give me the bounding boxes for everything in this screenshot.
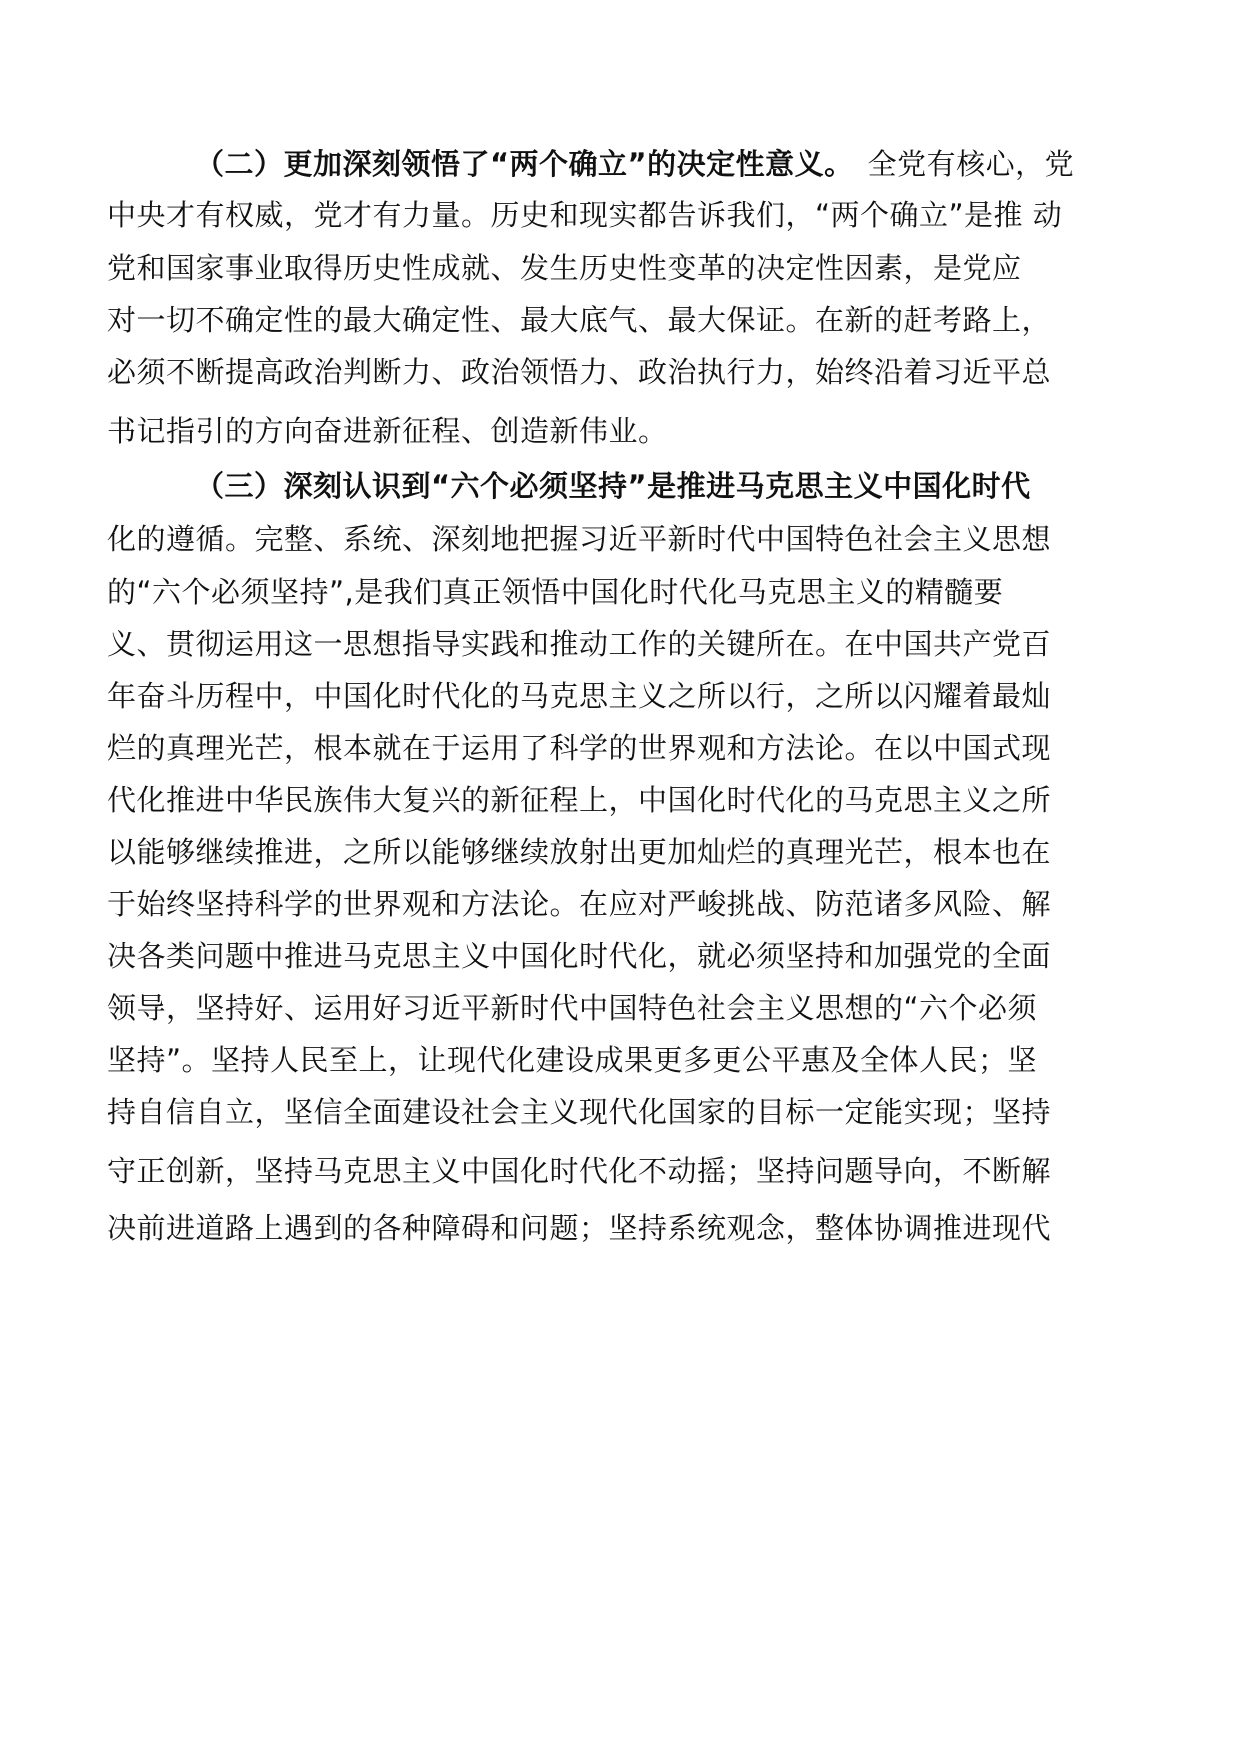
section-2-line-3: 党和国家事业取得历史性成就、发生历史性变革的决定性因素，是党应: [107, 251, 1022, 285]
section-3-line-11: 坚持”。坚持人民至上，让现代化建设成果更多更公平惠及全体人民；坚: [107, 1043, 1038, 1077]
section-3-line-9: 决各类问题中推进马克思主义中国化时代化，就必须坚持和加强党的全面: [107, 939, 1052, 973]
section-3-line-10: 领导，坚持好、运用好习近平新时代中国特色社会主义思想的“六个必须: [107, 991, 1038, 1025]
section-2-line-6: 书记指引的方向奋进新征程、创造新伟业。: [107, 414, 668, 448]
section-3-line-8: 于始终坚持科学的世界观和方法论。在应对严峻挑战、防范诸多风险、解: [107, 887, 1052, 921]
section-3-line-3: 义、贯彻运用这一思想指导实践和推动工作的关键所在。在中国共产党百: [107, 627, 1052, 661]
section-3-line-14: 决前进道路上遇到的各种障碍和问题；坚持系统观念，整体协调推进现代: [107, 1211, 1052, 1245]
section-3-line-13: 守正创新，坚持马克思主义中国化时代化不动摇；坚持问题导向，不断解: [107, 1154, 1052, 1188]
section-3-line-12: 持自信自立，坚信全面建设社会主义现代化国家的目标一定能实现；坚持: [107, 1095, 1052, 1129]
section-3-line-4: 年奋斗历程中，中国化时代化的马克思主义之所以行，之所以闪耀着最灿: [107, 679, 1052, 713]
section-3-line-2: 的“六个必须坚持”,是我们真正领悟中国化时代化马克思主义的精髓要: [107, 575, 1004, 609]
section-2-heading: （二）更加深刻领悟了“两个确立”的决定性意义。: [195, 147, 854, 181]
section-3-line-5: 烂的真理光芒，根本就在于运用了科学的世界观和方法论。在以中国式现: [107, 731, 1052, 765]
section-2-line-4: 对一切不确定性的最大确定性、最大底气、最大保证。在新的赶考路上，: [107, 303, 1052, 337]
section-2-line-2: 中央才有权威，党才有力量。历史和现实都告诉我们，“两个确立”是推 动: [107, 198, 1063, 232]
section-3-line-1: 化的遵循。完整、系统、深刻地把握习近平新时代中国特色社会主义思想: [107, 522, 1052, 556]
section-3-line-6: 代化推进中华民族伟大复兴的新征程上，中国化时代化的马克思主义之所: [107, 783, 1052, 817]
section-2-first-line: [195, 144, 1215, 184]
section-3-line-7: 以能够继续推进，之所以能够继续放射出更加灿烂的真理光芒，根本也在: [107, 835, 1052, 869]
section-3-heading: （三）深刻认识到“六个必须坚持”是推进马克思主义中国化时代: [195, 469, 1031, 503]
section-2-line-1: 全党有核心，党: [867, 147, 1075, 181]
section-2-line-5: 必须不断提高政治判断力、政治领悟力、政治执行力，始终沿着习近平总: [107, 355, 1052, 389]
